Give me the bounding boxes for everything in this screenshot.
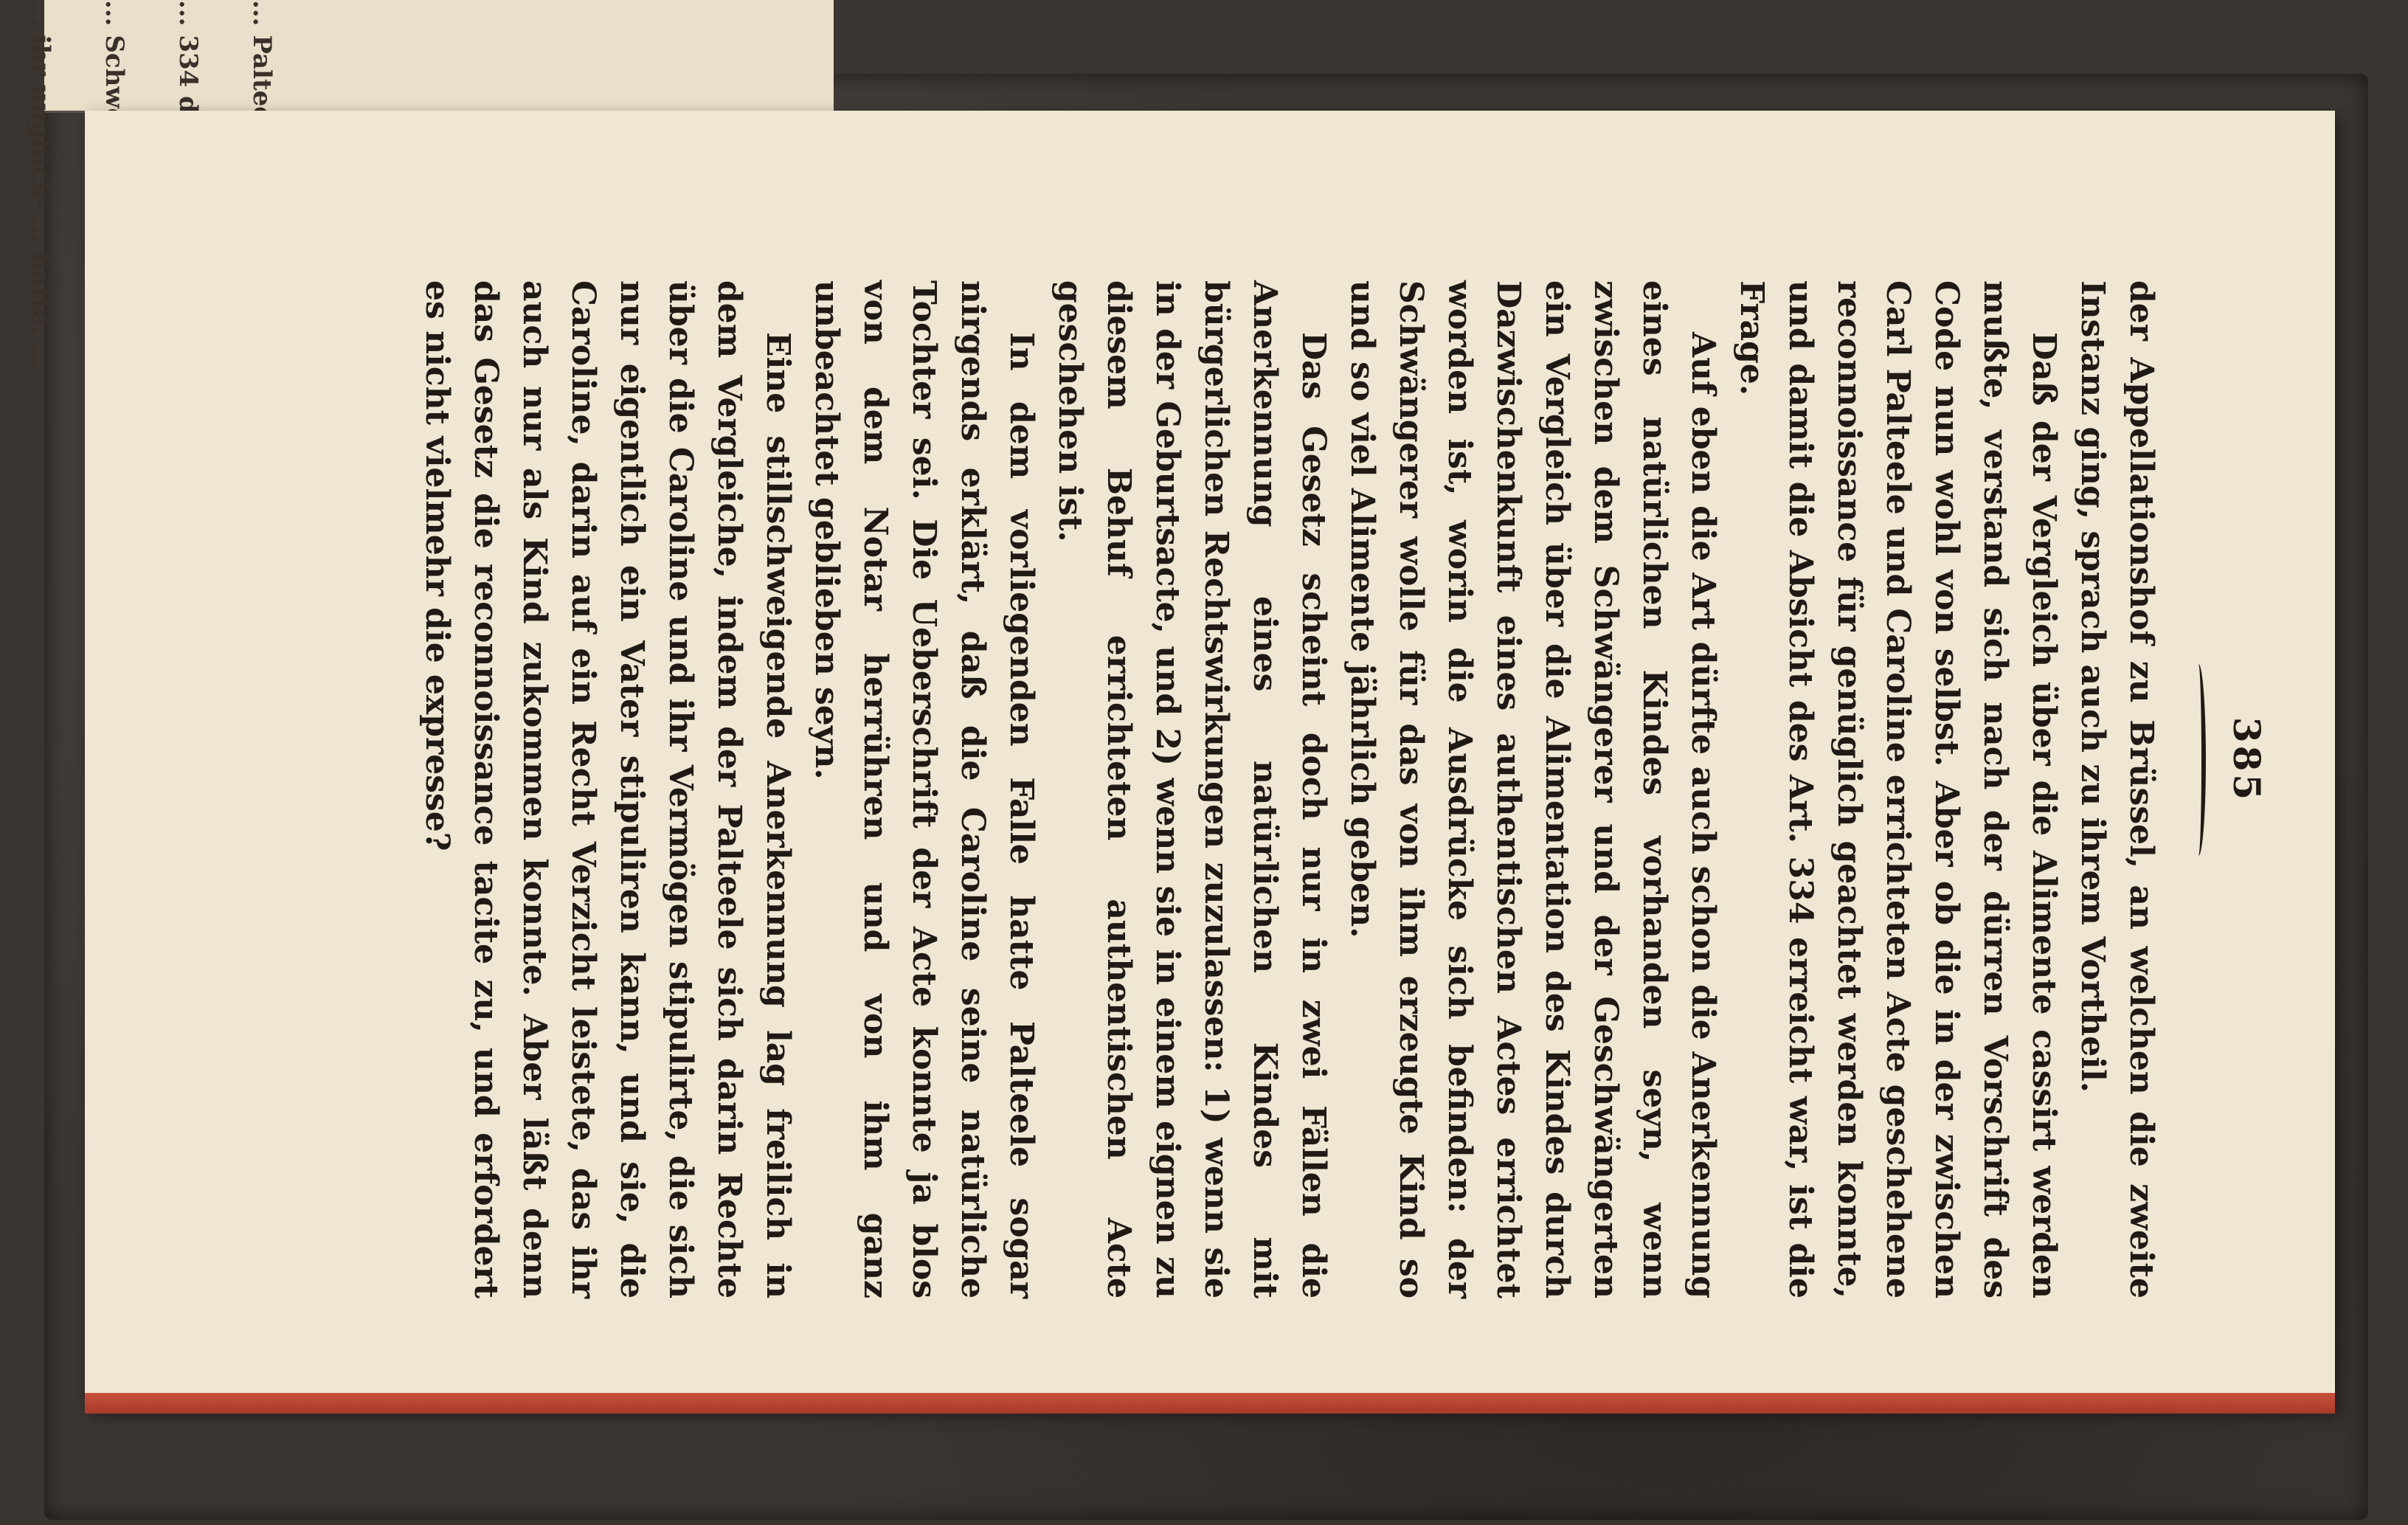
paragraph: Auf eben die Art dürfte auch schon die Anerkennung eines natürlichen Kindes vorhanden seyn, wenn zwischen dem Schwängerer und der Geschwängerten ein Vergleich über die Alimentation des Kindes durch Dazwischenkunft eines authentischen Actes errichtet worden ist, worin die Ausdrücke sich befinden: der Schwängerer wolle für das von ihm erzeugte Kind so und so viel Alimente jährlich geben. [1343,280,1722,1299]
paragraph: der Appellationshof zu Brüssel, an welchen die zweite Instanz ging, sprach auch zu ihrem Vortheil. [2074,280,2160,1299]
book-page [85,111,2335,1409]
paragraph: Eine stillschweigende Anerkennung lag freilich in dem Vergleiche, indem der Palteele sich darin Rechte über die Caroline und ihr Vermögen stipulirte, die sich nur eigentlich ein Vater stipuliren kann, und sie, die Caroline, darin auf ein Recht Verzicht leistete, das ihr auch nur als Kind zukommen konnte. Aber läßt denn das Gesetz die reconnoissance tacite zu, und erfordert es nicht vielmehr die expresse? [418,280,797,1299]
facing-page-edge [26,0,834,370]
page-content [85,111,2335,1409]
paragraph: In dem vorliegenden Falle hatte Palteele sogar nirgends erklärt, daß die Caroline seine natürliche Tochter sei. Die Ueberschrift der Acte konnte ja blos von dem Notar herrühren und von ihm ganz unbeachtet geblieben seyn. [808,280,1040,1299]
facing-page-text [26,0,834,370]
header-ornament [2191,664,2206,856]
body-text [412,280,2165,1299]
paragraph: Daß der Vergleich über die Alimente cassirt werden mußte, verstand sich nach der dürren Vorschrift des Code nun wohl von selbst. Aber ob die in der zwischen Carl Palteele und Caroline errichteten Acte geschehene reconnoissance für genüglich geachtet werden konnte, und damit die Absicht des Art. 334 erreicht war, ist die Frage. [1733,280,2063,1299]
page-number: 385 [2225,716,2269,803]
red-page-edge [85,1393,2335,1414]
facing-fragment: ... ihr unglück- ... hatte, ... [26,0,55,370]
paragraph: Das Gesetz scheint doch nur in zwei Fällen die Anerkennung eines natürlichen Kindes mit bürgerlichen Rechtswirkungen zuzulassen: 1) wenn sie in der Geburtsacte, und 2) wenn sie in einem eignen zu diesem Behuf errichteten authentischen Acte geschehen ist. [1051,280,1332,1299]
